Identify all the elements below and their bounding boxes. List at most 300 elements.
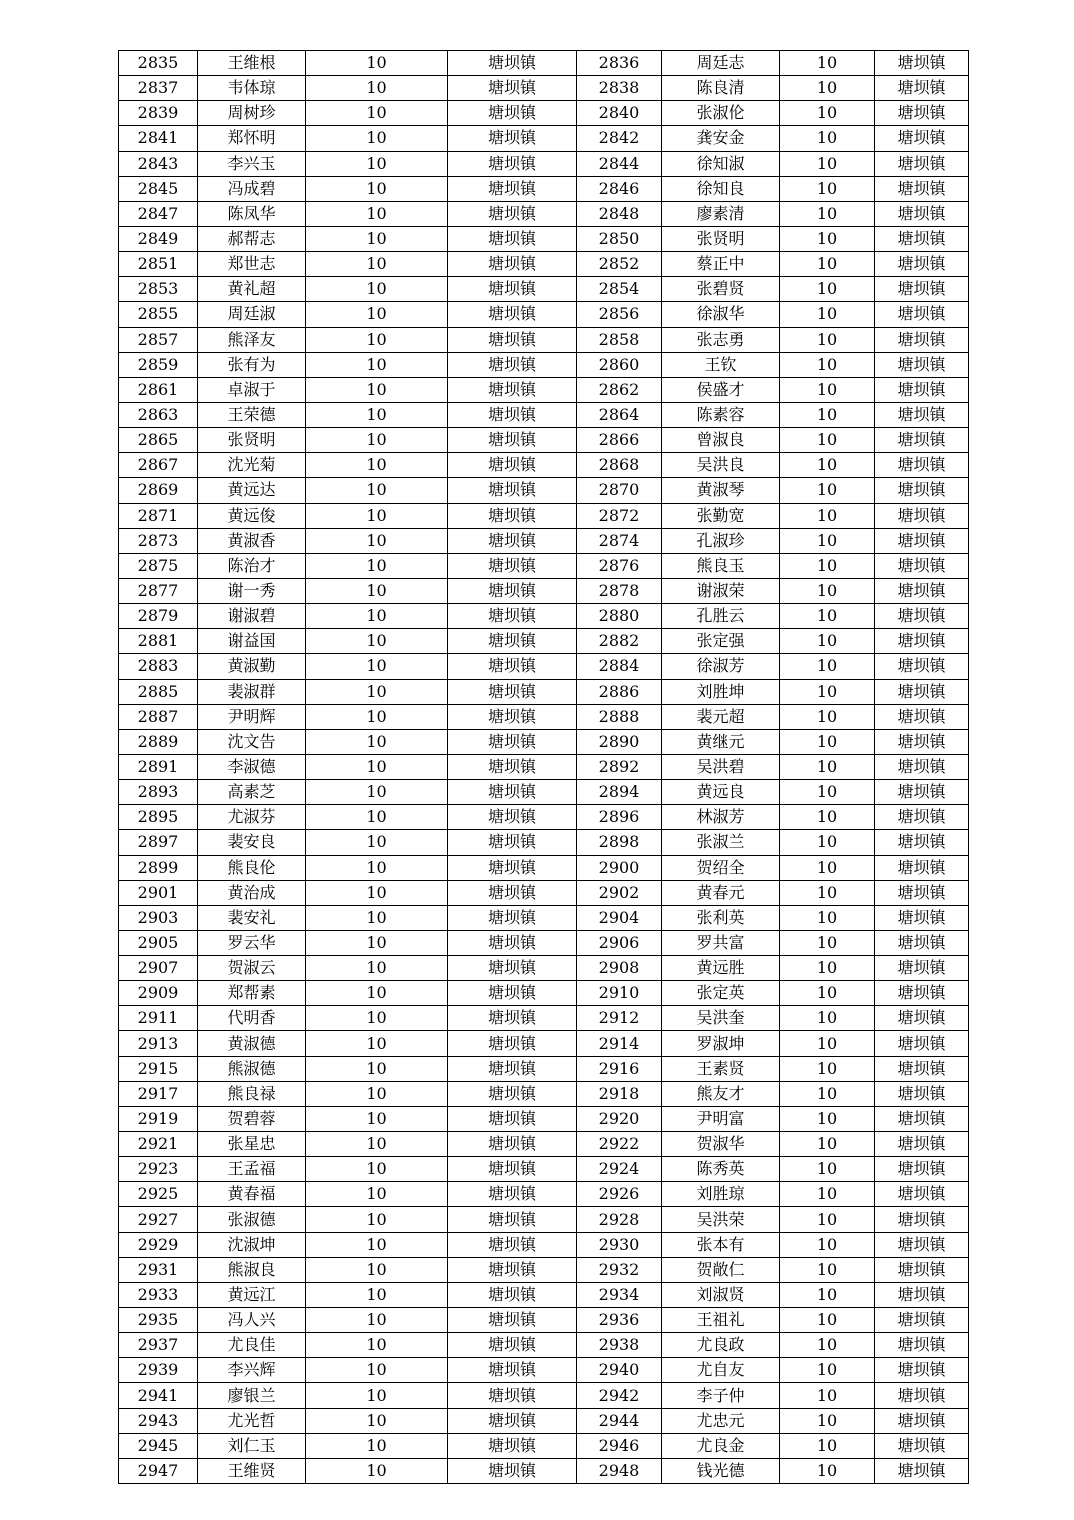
left-number-cell: 2885 [119, 679, 198, 704]
right-number-cell: 2840 [577, 101, 662, 126]
right-amount-cell: 10 [780, 553, 875, 578]
right-town-cell: 塘坝镇 [875, 302, 969, 327]
left-name-cell: 郑怀明 [198, 126, 306, 151]
right-town-cell: 塘坝镇 [875, 503, 969, 528]
table-row [119, 1383, 969, 1408]
left-name-cell: 王荣德 [198, 402, 306, 427]
table-row [119, 201, 969, 226]
right-name-cell: 钱光德 [662, 1458, 780, 1483]
left-amount-cell: 10 [306, 1408, 448, 1433]
table-row [119, 880, 969, 905]
right-number-cell: 2936 [577, 1308, 662, 1333]
left-number-cell: 2893 [119, 780, 198, 805]
left-town-cell: 塘坝镇 [448, 1383, 577, 1408]
left-town-cell: 塘坝镇 [448, 1006, 577, 1031]
left-number-cell: 2901 [119, 880, 198, 905]
left-amount-cell: 10 [306, 855, 448, 880]
left-town-cell: 塘坝镇 [448, 578, 577, 603]
left-town-cell: 塘坝镇 [448, 402, 577, 427]
right-name-cell: 曾淑良 [662, 428, 780, 453]
left-number-cell: 2941 [119, 1383, 198, 1408]
left-number-cell: 2909 [119, 981, 198, 1006]
right-name-cell: 张志勇 [662, 327, 780, 352]
table-row [119, 855, 969, 880]
left-name-cell: 黄礼超 [198, 277, 306, 302]
table-row [119, 1257, 969, 1282]
left-number-cell: 2917 [119, 1081, 198, 1106]
right-town-cell: 塘坝镇 [875, 252, 969, 277]
left-name-cell: 熊良禄 [198, 1081, 306, 1106]
right-number-cell: 2870 [577, 478, 662, 503]
left-amount-cell: 10 [306, 981, 448, 1006]
right-amount-cell: 10 [780, 1056, 875, 1081]
right-name-cell: 李子仲 [662, 1383, 780, 1408]
right-amount-cell: 10 [780, 780, 875, 805]
right-name-cell: 罗淑坤 [662, 1031, 780, 1056]
right-number-cell: 2934 [577, 1282, 662, 1307]
left-number-cell: 2839 [119, 101, 198, 126]
left-town-cell: 塘坝镇 [448, 1232, 577, 1257]
table-row [119, 126, 969, 151]
table-row [119, 1232, 969, 1257]
right-number-cell: 2916 [577, 1056, 662, 1081]
left-amount-cell: 10 [306, 252, 448, 277]
right-amount-cell: 10 [780, 327, 875, 352]
right-town-cell: 塘坝镇 [875, 930, 969, 955]
right-town-cell: 塘坝镇 [875, 1157, 969, 1182]
right-town-cell: 塘坝镇 [875, 780, 969, 805]
right-name-cell: 张利英 [662, 905, 780, 930]
right-number-cell: 2932 [577, 1257, 662, 1282]
table-row [119, 302, 969, 327]
left-number-cell: 2835 [119, 51, 198, 76]
left-name-cell: 贺碧蓉 [198, 1106, 306, 1131]
left-amount-cell: 10 [306, 1333, 448, 1358]
right-town-cell: 塘坝镇 [875, 1031, 969, 1056]
right-town-cell: 塘坝镇 [875, 528, 969, 553]
table-row [119, 1408, 969, 1433]
right-amount-cell: 10 [780, 880, 875, 905]
left-town-cell: 塘坝镇 [448, 905, 577, 930]
right-name-cell: 侯盛才 [662, 377, 780, 402]
left-amount-cell: 10 [306, 478, 448, 503]
right-number-cell: 2848 [577, 201, 662, 226]
left-name-cell: 张星忠 [198, 1132, 306, 1157]
right-amount-cell: 10 [780, 352, 875, 377]
right-town-cell: 塘坝镇 [875, 1383, 969, 1408]
left-name-cell: 周廷淑 [198, 302, 306, 327]
right-name-cell: 黄春元 [662, 880, 780, 905]
table-row [119, 478, 969, 503]
right-town-cell: 塘坝镇 [875, 277, 969, 302]
left-amount-cell: 10 [306, 704, 448, 729]
right-amount-cell: 10 [780, 1408, 875, 1433]
left-name-cell: 沈淑坤 [198, 1232, 306, 1257]
right-town-cell: 塘坝镇 [875, 578, 969, 603]
left-town-cell: 塘坝镇 [448, 503, 577, 528]
right-amount-cell: 10 [780, 604, 875, 629]
left-town-cell: 塘坝镇 [448, 453, 577, 478]
left-amount-cell: 10 [306, 1081, 448, 1106]
right-town-cell: 塘坝镇 [875, 1308, 969, 1333]
left-number-cell: 2889 [119, 729, 198, 754]
right-town-cell: 塘坝镇 [875, 1207, 969, 1232]
table-row [119, 1132, 969, 1157]
left-amount-cell: 10 [306, 1257, 448, 1282]
left-name-cell: 裴安良 [198, 830, 306, 855]
right-amount-cell: 10 [780, 1458, 875, 1483]
left-name-cell: 裴淑群 [198, 679, 306, 704]
right-name-cell: 徐知淑 [662, 151, 780, 176]
left-name-cell: 黄治成 [198, 880, 306, 905]
right-number-cell: 2910 [577, 981, 662, 1006]
right-number-cell: 2844 [577, 151, 662, 176]
left-name-cell: 冯成碧 [198, 176, 306, 201]
left-number-cell: 2929 [119, 1232, 198, 1257]
right-town-cell: 塘坝镇 [875, 226, 969, 251]
right-town-cell: 塘坝镇 [875, 76, 969, 101]
left-number-cell: 2855 [119, 302, 198, 327]
right-town-cell: 塘坝镇 [875, 126, 969, 151]
left-town-cell: 塘坝镇 [448, 528, 577, 553]
left-name-cell: 陈治才 [198, 553, 306, 578]
left-name-cell: 尤良佳 [198, 1333, 306, 1358]
right-amount-cell: 10 [780, 1081, 875, 1106]
right-name-cell: 陈秀英 [662, 1157, 780, 1182]
table-row [119, 1207, 969, 1232]
table-row [119, 679, 969, 704]
left-name-cell: 周树珍 [198, 101, 306, 126]
right-number-cell: 2856 [577, 302, 662, 327]
table-row [119, 277, 969, 302]
left-name-cell: 黄远江 [198, 1282, 306, 1307]
right-amount-cell: 10 [780, 1282, 875, 1307]
left-amount-cell: 10 [306, 126, 448, 151]
right-number-cell: 2896 [577, 805, 662, 830]
left-name-cell: 熊淑德 [198, 1056, 306, 1081]
right-amount-cell: 10 [780, 1157, 875, 1182]
left-town-cell: 塘坝镇 [448, 1056, 577, 1081]
left-name-cell: 谢一秀 [198, 578, 306, 603]
table-row [119, 553, 969, 578]
roster-table [118, 50, 969, 1484]
left-amount-cell: 10 [306, 553, 448, 578]
table-row [119, 704, 969, 729]
left-town-cell: 塘坝镇 [448, 1207, 577, 1232]
left-amount-cell: 10 [306, 679, 448, 704]
right-name-cell: 孔胜云 [662, 604, 780, 629]
left-number-cell: 2913 [119, 1031, 198, 1056]
left-amount-cell: 10 [306, 956, 448, 981]
left-town-cell: 塘坝镇 [448, 1031, 577, 1056]
right-town-cell: 塘坝镇 [875, 1458, 969, 1483]
right-name-cell: 周廷志 [662, 51, 780, 76]
left-name-cell: 谢益国 [198, 629, 306, 654]
right-number-cell: 2890 [577, 729, 662, 754]
left-number-cell: 2919 [119, 1106, 198, 1131]
left-number-cell: 2865 [119, 428, 198, 453]
left-number-cell: 2849 [119, 226, 198, 251]
right-town-cell: 塘坝镇 [875, 604, 969, 629]
right-number-cell: 2938 [577, 1333, 662, 1358]
left-number-cell: 2931 [119, 1257, 198, 1282]
left-amount-cell: 10 [306, 377, 448, 402]
right-name-cell: 张淑伦 [662, 101, 780, 126]
left-town-cell: 塘坝镇 [448, 201, 577, 226]
left-name-cell: 李兴辉 [198, 1358, 306, 1383]
left-number-cell: 2837 [119, 76, 198, 101]
left-name-cell: 尹明辉 [198, 704, 306, 729]
right-amount-cell: 10 [780, 226, 875, 251]
left-town-cell: 塘坝镇 [448, 1132, 577, 1157]
right-name-cell: 裴元超 [662, 704, 780, 729]
right-town-cell: 塘坝镇 [875, 201, 969, 226]
left-number-cell: 2847 [119, 201, 198, 226]
right-amount-cell: 10 [780, 930, 875, 955]
table-row [119, 176, 969, 201]
right-name-cell: 黄继元 [662, 729, 780, 754]
left-amount-cell: 10 [306, 201, 448, 226]
left-name-cell: 尤淑芬 [198, 805, 306, 830]
left-amount-cell: 10 [306, 1308, 448, 1333]
left-amount-cell: 10 [306, 302, 448, 327]
left-name-cell: 尤光哲 [198, 1408, 306, 1433]
table-row [119, 629, 969, 654]
right-number-cell: 2876 [577, 553, 662, 578]
right-town-cell: 塘坝镇 [875, 956, 969, 981]
left-name-cell: 罗云华 [198, 930, 306, 955]
right-amount-cell: 10 [780, 302, 875, 327]
left-number-cell: 2907 [119, 956, 198, 981]
right-town-cell: 塘坝镇 [875, 1433, 969, 1458]
left-town-cell: 塘坝镇 [448, 1333, 577, 1358]
table-row [119, 1333, 969, 1358]
table-row [119, 51, 969, 76]
left-name-cell: 张有为 [198, 352, 306, 377]
right-amount-cell: 10 [780, 402, 875, 427]
right-name-cell: 刘胜坤 [662, 679, 780, 704]
left-number-cell: 2939 [119, 1358, 198, 1383]
left-name-cell: 黄淑香 [198, 528, 306, 553]
left-number-cell: 2943 [119, 1408, 198, 1433]
right-town-cell: 塘坝镇 [875, 729, 969, 754]
left-name-cell: 黄淑德 [198, 1031, 306, 1056]
right-town-cell: 塘坝镇 [875, 1081, 969, 1106]
right-number-cell: 2912 [577, 1006, 662, 1031]
right-amount-cell: 10 [780, 905, 875, 930]
right-number-cell: 2886 [577, 679, 662, 704]
right-number-cell: 2862 [577, 377, 662, 402]
table-row [119, 101, 969, 126]
left-number-cell: 2923 [119, 1157, 198, 1182]
left-name-cell: 谢淑碧 [198, 604, 306, 629]
right-name-cell: 张贤明 [662, 226, 780, 251]
left-name-cell: 王维根 [198, 51, 306, 76]
right-amount-cell: 10 [780, 981, 875, 1006]
table-row [119, 654, 969, 679]
left-name-cell: 熊泽友 [198, 327, 306, 352]
left-name-cell: 熊良伦 [198, 855, 306, 880]
left-number-cell: 2863 [119, 402, 198, 427]
left-town-cell: 塘坝镇 [448, 1157, 577, 1182]
right-town-cell: 塘坝镇 [875, 880, 969, 905]
table-row [119, 453, 969, 478]
right-number-cell: 2852 [577, 252, 662, 277]
left-number-cell: 2871 [119, 503, 198, 528]
left-amount-cell: 10 [306, 729, 448, 754]
left-number-cell: 2947 [119, 1458, 198, 1483]
left-town-cell: 塘坝镇 [448, 352, 577, 377]
table-row [119, 428, 969, 453]
left-name-cell: 郝帮志 [198, 226, 306, 251]
right-number-cell: 2906 [577, 930, 662, 955]
left-number-cell: 2883 [119, 654, 198, 679]
right-town-cell: 塘坝镇 [875, 805, 969, 830]
left-amount-cell: 10 [306, 1106, 448, 1131]
right-number-cell: 2872 [577, 503, 662, 528]
left-number-cell: 2933 [119, 1282, 198, 1307]
left-amount-cell: 10 [306, 1132, 448, 1157]
right-name-cell: 张勤宽 [662, 503, 780, 528]
right-name-cell: 孔淑珍 [662, 528, 780, 553]
left-number-cell: 2937 [119, 1333, 198, 1358]
right-town-cell: 塘坝镇 [875, 1106, 969, 1131]
table-row [119, 830, 969, 855]
left-town-cell: 塘坝镇 [448, 704, 577, 729]
left-amount-cell: 10 [306, 1433, 448, 1458]
left-number-cell: 2861 [119, 377, 198, 402]
right-name-cell: 黄远良 [662, 780, 780, 805]
right-name-cell: 王素贤 [662, 1056, 780, 1081]
left-number-cell: 2845 [119, 176, 198, 201]
left-number-cell: 2927 [119, 1207, 198, 1232]
right-town-cell: 塘坝镇 [875, 981, 969, 1006]
right-number-cell: 2922 [577, 1132, 662, 1157]
left-number-cell: 2905 [119, 930, 198, 955]
left-town-cell: 塘坝镇 [448, 327, 577, 352]
right-name-cell: 张定英 [662, 981, 780, 1006]
left-town-cell: 塘坝镇 [448, 1408, 577, 1433]
left-amount-cell: 10 [306, 780, 448, 805]
left-town-cell: 塘坝镇 [448, 1458, 577, 1483]
left-number-cell: 2903 [119, 905, 198, 930]
right-name-cell: 黄淑琴 [662, 478, 780, 503]
right-number-cell: 2904 [577, 905, 662, 930]
right-name-cell: 林淑芳 [662, 805, 780, 830]
right-amount-cell: 10 [780, 428, 875, 453]
table-row [119, 1106, 969, 1131]
table-row [119, 1458, 969, 1483]
right-name-cell: 陈良清 [662, 76, 780, 101]
right-name-cell: 熊良玉 [662, 553, 780, 578]
right-name-cell: 徐淑华 [662, 302, 780, 327]
right-amount-cell: 10 [780, 1383, 875, 1408]
left-amount-cell: 10 [306, 805, 448, 830]
right-number-cell: 2858 [577, 327, 662, 352]
left-amount-cell: 10 [306, 1157, 448, 1182]
table-row [119, 981, 969, 1006]
table-row [119, 930, 969, 955]
left-town-cell: 塘坝镇 [448, 277, 577, 302]
right-number-cell: 2942 [577, 1383, 662, 1408]
table-row [119, 1006, 969, 1031]
right-amount-cell: 10 [780, 704, 875, 729]
left-town-cell: 塘坝镇 [448, 754, 577, 779]
left-town-cell: 塘坝镇 [448, 151, 577, 176]
right-town-cell: 塘坝镇 [875, 327, 969, 352]
right-name-cell: 吴洪荣 [662, 1207, 780, 1232]
left-amount-cell: 10 [306, 226, 448, 251]
right-name-cell: 尤良金 [662, 1433, 780, 1458]
table-row [119, 578, 969, 603]
left-name-cell: 黄春福 [198, 1182, 306, 1207]
right-number-cell: 2908 [577, 956, 662, 981]
table-row [119, 503, 969, 528]
right-amount-cell: 10 [780, 654, 875, 679]
left-number-cell: 2879 [119, 604, 198, 629]
left-name-cell: 黄远俊 [198, 503, 306, 528]
left-number-cell: 2843 [119, 151, 198, 176]
right-number-cell: 2888 [577, 704, 662, 729]
right-number-cell: 2920 [577, 1106, 662, 1131]
left-town-cell: 塘坝镇 [448, 930, 577, 955]
right-amount-cell: 10 [780, 629, 875, 654]
left-town-cell: 塘坝镇 [448, 1308, 577, 1333]
left-town-cell: 塘坝镇 [448, 1106, 577, 1131]
right-amount-cell: 10 [780, 1182, 875, 1207]
right-town-cell: 塘坝镇 [875, 679, 969, 704]
right-name-cell: 罗共富 [662, 930, 780, 955]
right-town-cell: 塘坝镇 [875, 905, 969, 930]
right-amount-cell: 10 [780, 679, 875, 704]
right-town-cell: 塘坝镇 [875, 101, 969, 126]
left-town-cell: 塘坝镇 [448, 679, 577, 704]
right-number-cell: 2882 [577, 629, 662, 654]
left-amount-cell: 10 [306, 402, 448, 427]
left-number-cell: 2857 [119, 327, 198, 352]
left-amount-cell: 10 [306, 830, 448, 855]
right-name-cell: 刘胜琼 [662, 1182, 780, 1207]
left-name-cell: 郑帮素 [198, 981, 306, 1006]
right-amount-cell: 10 [780, 51, 875, 76]
right-name-cell: 徐知良 [662, 176, 780, 201]
right-name-cell: 龚安金 [662, 126, 780, 151]
right-name-cell: 谢淑荣 [662, 578, 780, 603]
left-name-cell: 陈凤华 [198, 201, 306, 226]
table-row [119, 905, 969, 930]
right-number-cell: 2948 [577, 1458, 662, 1483]
right-town-cell: 塘坝镇 [875, 1006, 969, 1031]
left-name-cell: 代明香 [198, 1006, 306, 1031]
right-town-cell: 塘坝镇 [875, 754, 969, 779]
left-number-cell: 2891 [119, 754, 198, 779]
right-number-cell: 2838 [577, 76, 662, 101]
left-town-cell: 塘坝镇 [448, 377, 577, 402]
left-number-cell: 2881 [119, 629, 198, 654]
right-number-cell: 2878 [577, 578, 662, 603]
right-name-cell: 陈素容 [662, 402, 780, 427]
right-name-cell: 张淑兰 [662, 830, 780, 855]
right-name-cell: 王祖礼 [662, 1308, 780, 1333]
right-amount-cell: 10 [780, 453, 875, 478]
right-number-cell: 2940 [577, 1358, 662, 1383]
left-amount-cell: 10 [306, 352, 448, 377]
table-row [119, 1182, 969, 1207]
right-town-cell: 塘坝镇 [875, 1232, 969, 1257]
left-town-cell: 塘坝镇 [448, 780, 577, 805]
right-amount-cell: 10 [780, 126, 875, 151]
left-number-cell: 2873 [119, 528, 198, 553]
